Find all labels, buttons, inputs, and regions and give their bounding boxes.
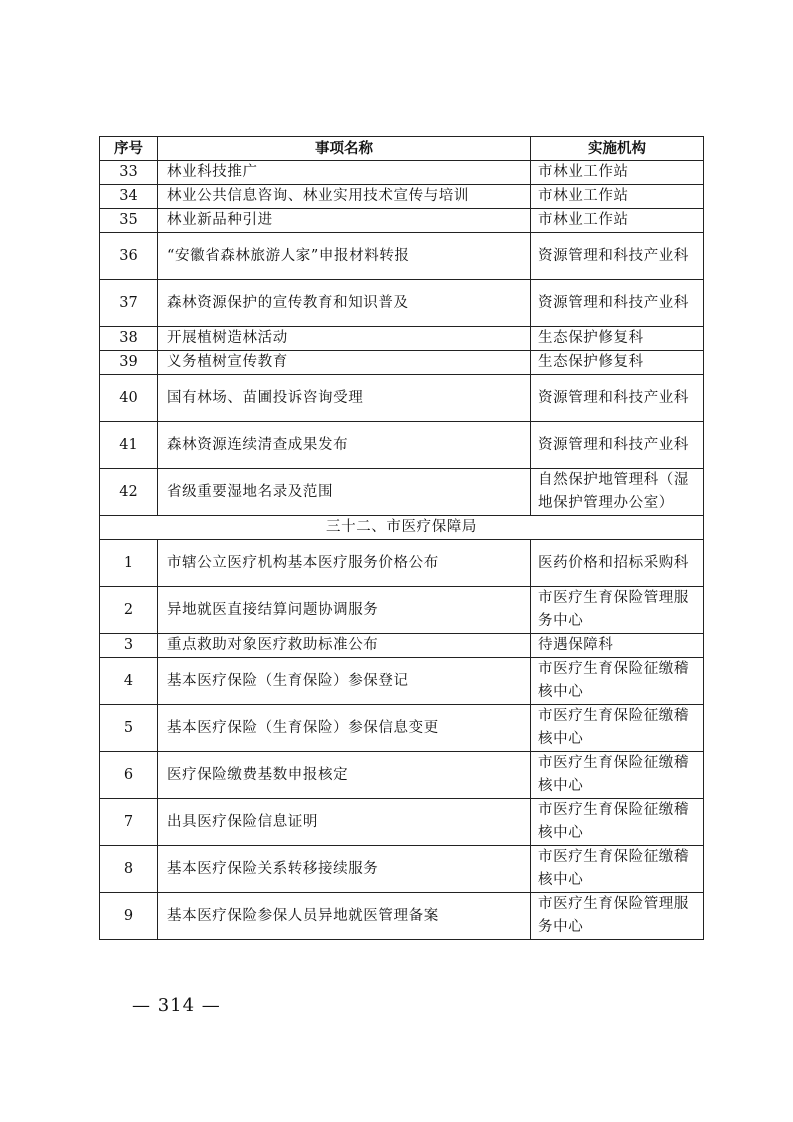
table-row xyxy=(100,752,704,799)
row-org: 市医疗生育保险管理服务中心 xyxy=(531,587,704,634)
row-name: 林业公共信息咨询、林业实用技术宣传与培训 xyxy=(158,185,531,209)
table-row xyxy=(100,375,704,422)
row-org: 市医疗生育保险征缴稽核中心 xyxy=(531,705,704,752)
row-name: 基本医疗保险参保人员异地就医管理备案 xyxy=(158,893,531,940)
row-no: 33 xyxy=(100,161,158,185)
service-items-table xyxy=(99,136,704,940)
table-row xyxy=(100,587,704,634)
table-row xyxy=(100,658,704,705)
table-row xyxy=(100,161,704,185)
row-name: 国有林场、苗圃投诉咨询受理 xyxy=(158,375,531,422)
row-org: 待遇保障科 xyxy=(531,634,704,658)
row-org: 市林业工作站 xyxy=(531,209,704,233)
row-no: 39 xyxy=(100,351,158,375)
row-no: 1 xyxy=(100,540,158,587)
table-row xyxy=(100,846,704,893)
row-org: 资源管理和科技产业科 xyxy=(531,422,704,469)
section-title: 三十二、市医疗保障局 xyxy=(100,516,704,540)
table-row xyxy=(100,634,704,658)
row-no: 40 xyxy=(100,375,158,422)
row-org: 生态保护修复科 xyxy=(531,351,704,375)
row-no: 9 xyxy=(100,893,158,940)
row-name: 基本医疗保险关系转移接续服务 xyxy=(158,846,531,893)
table-header-row xyxy=(100,137,704,161)
row-name: 义务植树宣传教育 xyxy=(158,351,531,375)
row-org: 市医疗生育保险管理服务中心 xyxy=(531,893,704,940)
table-row xyxy=(100,351,704,375)
table-row xyxy=(100,540,704,587)
row-name: 开展植树造林活动 xyxy=(158,327,531,351)
row-no: 2 xyxy=(100,587,158,634)
row-org: 市林业工作站 xyxy=(531,161,704,185)
row-no: 4 xyxy=(100,658,158,705)
header-no: 序号 xyxy=(100,137,158,161)
table-row xyxy=(100,705,704,752)
table-row xyxy=(100,469,704,516)
header-name: 事项名称 xyxy=(158,137,531,161)
row-org: 市医疗生育保险征缴稽核中心 xyxy=(531,752,704,799)
table-row xyxy=(100,185,704,209)
row-name: 异地就医直接结算问题协调服务 xyxy=(158,587,531,634)
row-name: 基本医疗保险（生育保险）参保信息变更 xyxy=(158,705,531,752)
row-org: 市医疗生育保险征缴稽核中心 xyxy=(531,799,704,846)
row-org: 资源管理和科技产业科 xyxy=(531,375,704,422)
section-row xyxy=(100,516,704,540)
row-name: 省级重要湿地名录及范围 xyxy=(158,469,531,516)
row-no: 41 xyxy=(100,422,158,469)
row-org: 资源管理和科技产业科 xyxy=(531,280,704,327)
row-no: 3 xyxy=(100,634,158,658)
row-no: 34 xyxy=(100,185,158,209)
row-org: 市医疗生育保险征缴稽核中心 xyxy=(531,658,704,705)
row-name: 林业新品种引进 xyxy=(158,209,531,233)
row-org: 市林业工作站 xyxy=(531,185,704,209)
row-no: 5 xyxy=(100,705,158,752)
row-no: 36 xyxy=(100,233,158,280)
table-row xyxy=(100,327,704,351)
table-row xyxy=(100,233,704,280)
row-name: 基本医疗保险（生育保险）参保登记 xyxy=(158,658,531,705)
row-name: 森林资源连续清查成果发布 xyxy=(158,422,531,469)
row-no: 42 xyxy=(100,469,158,516)
row-no: 35 xyxy=(100,209,158,233)
table-row xyxy=(100,799,704,846)
header-org: 实施机构 xyxy=(531,137,704,161)
row-name: “安徽省森林旅游人家”申报材料转报 xyxy=(158,233,531,280)
row-no: 6 xyxy=(100,752,158,799)
row-name: 林业科技推广 xyxy=(158,161,531,185)
row-org: 医药价格和招标采购科 xyxy=(531,540,704,587)
row-no: 38 xyxy=(100,327,158,351)
row-name: 市辖公立医疗机构基本医疗服务价格公布 xyxy=(158,540,531,587)
row-name: 医疗保险缴费基数申报核定 xyxy=(158,752,531,799)
table-row xyxy=(100,209,704,233)
table-row xyxy=(100,893,704,940)
table-row xyxy=(100,422,704,469)
row-no: 8 xyxy=(100,846,158,893)
page-number: — 314 — xyxy=(132,995,221,1016)
row-name: 森林资源保护的宣传教育和知识普及 xyxy=(158,280,531,327)
row-name: 出具医疗保险信息证明 xyxy=(158,799,531,846)
row-name: 重点救助对象医疗救助标准公布 xyxy=(158,634,531,658)
row-no: 7 xyxy=(100,799,158,846)
row-org: 自然保护地管理科（湿地保护管理办公室） xyxy=(531,469,704,516)
table-row xyxy=(100,280,704,327)
row-org: 市医疗生育保险征缴稽核中心 xyxy=(531,846,704,893)
row-no: 37 xyxy=(100,280,158,327)
row-org: 生态保护修复科 xyxy=(531,327,704,351)
row-org: 资源管理和科技产业科 xyxy=(531,233,704,280)
